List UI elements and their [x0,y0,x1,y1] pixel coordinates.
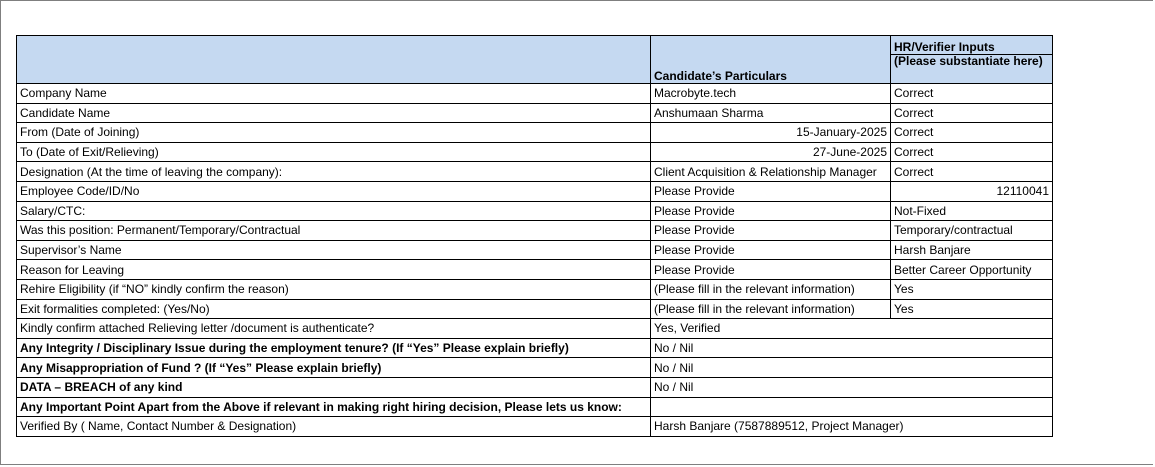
row-label: DATA – BREACH of any kind [17,377,651,397]
row-candidate-value[interactable]: Please Provide [651,181,891,201]
merged-row-relieving-letter [17,319,1053,339]
header-candidate-particulars: Candidate’s Particulars [651,36,891,84]
row-label: Candidate Name [17,103,651,123]
table-row [17,84,1053,104]
row-candidate-value[interactable]: Please Provide [651,221,891,241]
row-label: Supervisor’s Name [17,240,651,260]
table-row [17,201,1053,221]
header-row-1 [17,36,1053,55]
row-hr-value[interactable]: Correct [891,103,1053,123]
row-hr-value[interactable]: Better Career Opportunity [891,260,1053,280]
row-candidate-value[interactable]: 15-January-2025 [651,123,891,143]
row-hr-value[interactable]: 12110041 [891,181,1053,201]
verification-table [16,35,1053,437]
table-row [17,240,1053,260]
row-candidate-value[interactable]: Please Provide [651,240,891,260]
row-candidate-value[interactable]: Anshumaan Sharma [651,103,891,123]
table-row [17,279,1053,299]
merged-row-misappropriation [17,358,1053,378]
merged-row-integrity-issue [17,338,1053,358]
row-hr-value[interactable]: Yes [891,279,1053,299]
merged-row-data-breach [17,377,1053,397]
table-row [17,260,1053,280]
table-row [17,103,1053,123]
row-hr-value[interactable]: Temporary/contractual [891,221,1053,241]
row-hr-value[interactable]: Correct [891,142,1053,162]
row-label: Salary/CTC: [17,201,651,221]
row-label: From (Date of Joining) [17,123,651,143]
merged-row-important-point [17,397,1053,417]
row-label: Company Name [17,84,651,104]
row-label: To (Date of Exit/Relieving) [17,142,651,162]
row-merged-value[interactable]: No / Nil [651,377,1053,397]
row-hr-value[interactable]: Correct [891,123,1053,143]
row-candidate-value[interactable]: (Please fill in the relevant information) [651,279,891,299]
row-hr-value[interactable]: Yes [891,299,1053,319]
row-merged-value[interactable]: Yes, Verified [651,319,1053,339]
row-candidate-value[interactable]: Please Provide [651,201,891,221]
row-label: Exit formalities completed: (Yes/No) [17,299,651,319]
row-label: Rehire Eligibility (if “NO” kindly confirm the reason) [17,279,651,299]
row-candidate-value[interactable]: Please Provide [651,260,891,280]
table-row [17,162,1053,182]
row-hr-value[interactable]: Correct [891,162,1053,182]
table-row [17,221,1053,241]
table-row [17,299,1053,319]
header-col-label [17,36,651,84]
table-row [17,181,1053,201]
row-candidate-value[interactable]: Macrobyte.tech [651,84,891,104]
row-label: Was this position: Permanent/Temporary/Contractual [17,221,651,241]
row-merged-value[interactable]: No / Nil [651,338,1053,358]
row-candidate-value[interactable]: Client Acquisition & Relationship Manager [651,162,891,182]
row-label: Reason for Leaving [17,260,651,280]
row-label: Designation (At the time of leaving the company): [17,162,651,182]
header-please-substantiate: (Please substantiate here) [891,55,1053,84]
row-merged-value[interactable] [651,397,1053,417]
row-label: Any Misappropriation of Fund ? (If “Yes” Please explain briefly) [17,358,651,378]
merged-row-verified-by [17,417,1053,437]
row-label: Kindly confirm attached Relieving letter /document is authenticate? [17,319,651,339]
row-hr-value[interactable]: Not-Fixed [891,201,1053,221]
row-label: Employee Code/ID/No [17,181,651,201]
row-label: Any Important Point Apart from the Above if relevant in making right hiring decision, Please lets us know: [17,397,651,417]
table-row [17,142,1053,162]
table-row [17,123,1053,143]
row-label: Any Integrity / Disciplinary Issue during the employment tenure? (If “Yes” Please explain briefly) [17,338,651,358]
row-hr-value[interactable]: Harsh Banjare [891,240,1053,260]
row-hr-value[interactable]: Correct [891,84,1053,104]
row-candidate-value[interactable]: 27-June-2025 [651,142,891,162]
row-merged-value[interactable]: Harsh Banjare (7587889512, Project Manager) [651,417,1053,437]
row-candidate-value[interactable]: (Please fill in the relevant information) [651,299,891,319]
row-merged-value[interactable]: No / Nil [651,358,1053,378]
row-label: Verified By ( Name, Contact Number & Designation) [17,417,651,437]
header-hr-verifier-inputs: HR/Verifier Inputs [891,36,1053,55]
